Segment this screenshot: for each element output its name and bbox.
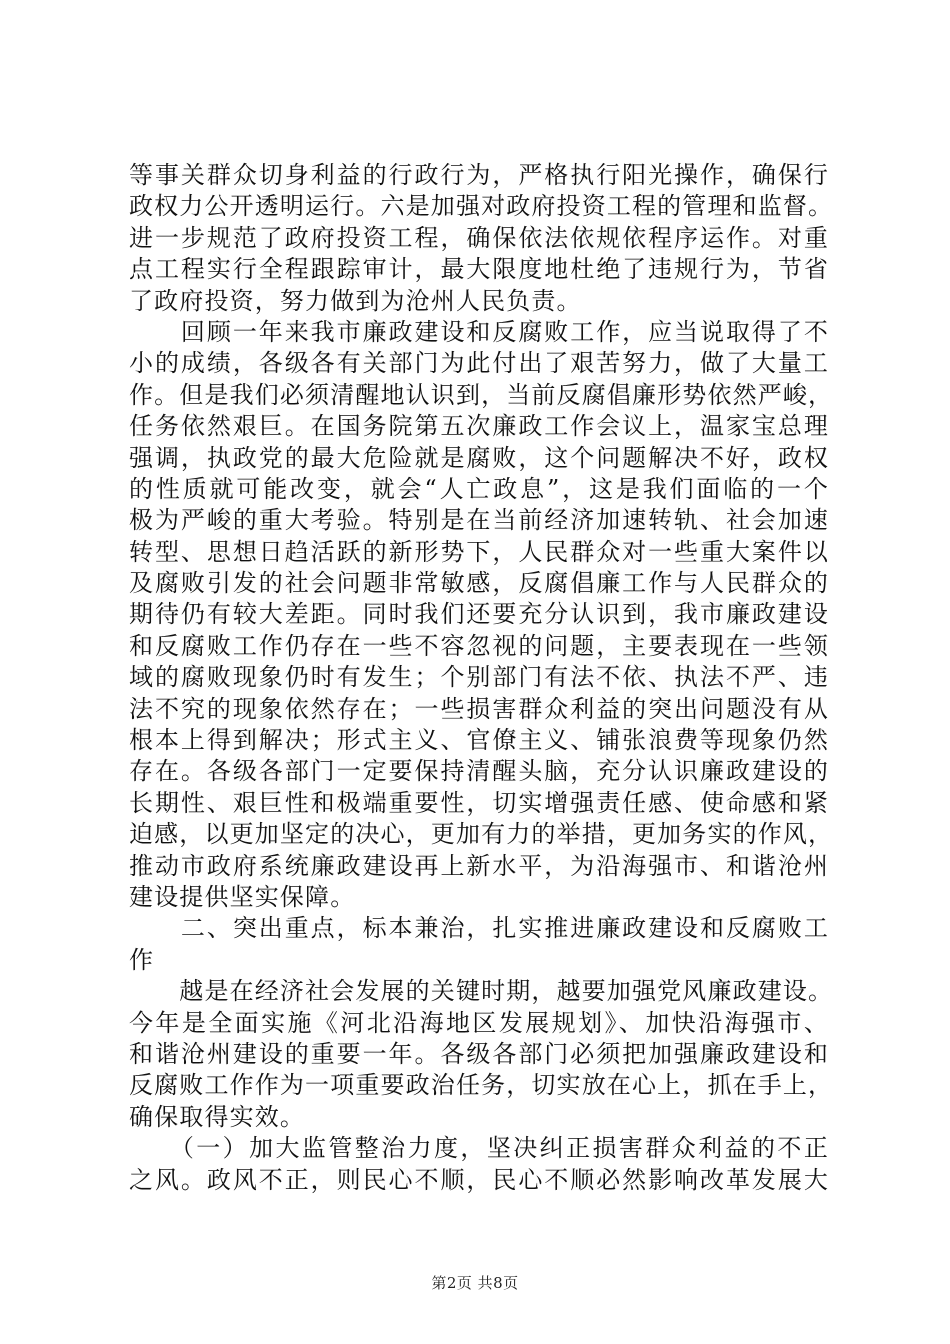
page-footer: 第2页 共8页 — [431, 1274, 519, 1292]
text-line: 反腐败工作作为一项重要政治任务，切实放在心上，抓在手上， — [129, 1071, 834, 1100]
text-line: 推动市政府系统廉政建设再上新水平，为沿海强市、和谐沧州 — [129, 851, 829, 880]
document-body — [129, 160, 834, 1196]
text-line: 和反腐败工作仍存在一些不容忽视的问题，主要表现在一些领 — [129, 631, 829, 660]
text-line: 域的腐败现象仍时有发生；个别部门有法不依、执法不严、违 — [129, 663, 829, 692]
text-line: 期待仍有较大差距。同时我们还要充分认识到，我市廉政建设 — [129, 600, 829, 629]
text-line: 小的成绩，各级各有关部门为此付出了艰苦努力，做了大量工 — [129, 349, 829, 378]
text-line: 强调，执政党的最大危险就是腐败，这个问题解决不好，政权 — [129, 443, 829, 472]
text-line: 之风。政风不正，则民心不顺，民心不顺必然影响改革发展大 — [129, 1165, 829, 1194]
text-line: 越是在经济社会发展的关键时期，越要加强党风廉政建设。 — [129, 977, 834, 1006]
text-line: 点工程实行全程跟踪审计，最大限度地杜绝了违规行为，节省 — [129, 255, 829, 284]
text-line: 二、突出重点，标本兼治，扎实推进廉政建设和反腐败工 — [129, 914, 829, 943]
text-line: 建设提供坚实保障。 — [129, 882, 356, 911]
text-line: 政权力公开透明运行。六是加强对政府投资工程的管理和监督。 — [129, 192, 834, 221]
text-line: 根本上得到解决；形式主义、官僚主义、铺张浪费等现象仍然 — [129, 726, 829, 755]
text-line: 长期性、艰巨性和极端重要性，切实增强责任感、使命感和紧 — [129, 788, 829, 817]
text-line: 等事关群众切身利益的行政行为，严格执行阳光操作，确保行 — [129, 161, 829, 189]
text-line: 任务依然艰巨。在国务院第五次廉政工作会议上，温家宝总理 — [129, 412, 829, 441]
text-line: 回顾一年来我市廉政建设和反腐败工作，应当说取得了不 — [129, 317, 829, 346]
text-line: 及腐败引发的社会问题非常敏感，反腐倡廉工作与人民群众的 — [129, 569, 829, 598]
text-line: 今年是全面实施《河北沿海地区发展规划》、加快沿海强市、 — [129, 1008, 829, 1037]
text-line: 和谐沧州建设的重要一年。各级各部门必须把加强廉政建设和 — [129, 1039, 829, 1068]
text-line: 迫感，以更加坚定的决心，更加有力的举措，更加务实的作风， — [129, 820, 834, 849]
text-line: 作。但是我们必须清醒地认识到，当前反腐倡廉形势依然严峻， — [129, 380, 834, 409]
text-line: 转型、思想日趋活跃的新形势下，人民群众对一些重大案件以 — [129, 537, 829, 566]
text-line: 存在。各级各部门一定要保持清醒头脑，充分认识廉政建设的 — [129, 757, 829, 786]
text-line: 进一步规范了政府投资工程，确保依法依规依程序运作。对重 — [129, 223, 829, 252]
text-line: 了政府投资，努力做到为沧州人民负责。 — [129, 286, 582, 315]
text-line: 法不究的现象依然存在；一些损害群众利益的突出问题没有从 — [129, 694, 829, 723]
text-line: （一）加大监管整治力度，坚决纠正损害群众利益的不正 — [129, 1134, 829, 1163]
text-line: 作 — [129, 945, 155, 974]
text-line: 极为严峻的重大考验。特别是在当前经济加速转轨、社会加速 — [129, 506, 829, 535]
text-line: 的性质就可能改变，就会“人亡政息”，这是我们面临的一个 — [129, 474, 829, 503]
text-line: 确保取得实效。 — [129, 1102, 306, 1131]
